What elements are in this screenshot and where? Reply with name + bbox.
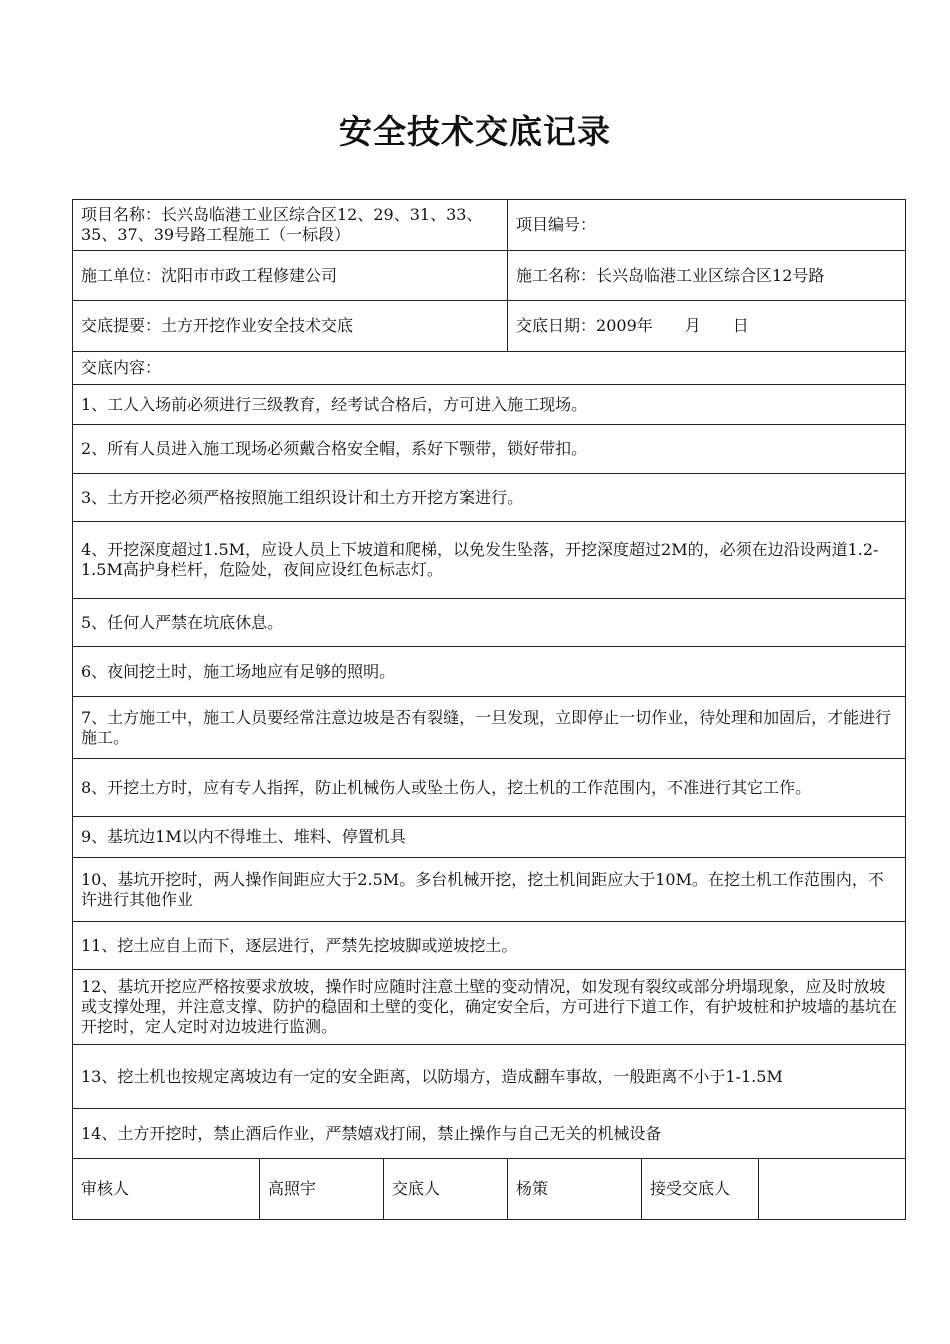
item-1: 1、工人入场前必须进行三级教育，经考试合格后，方可进入施工现场。	[73, 385, 906, 425]
presenter-value: 杨策	[508, 1159, 642, 1220]
item-10: 10、基坑开挖时，两人操作间距应大于2.5M。多台机械开挖，挖土机间距应大于10M。在挖土机工作范围内，不许进行其他作业	[73, 858, 906, 922]
list-item	[73, 647, 906, 697]
record-table	[72, 199, 906, 1220]
header-row-summary	[73, 301, 906, 352]
project-number-cell: 项目编号：	[508, 200, 906, 251]
summary-cell: 交底提要：土方开挖作业安全技术交底	[73, 301, 508, 352]
header-row-project	[73, 200, 906, 251]
list-item	[73, 858, 906, 922]
item-2: 2、所有人员进入施工现场必须戴合格安全帽，系好下颚带，锁好带扣。	[73, 425, 906, 474]
item-6: 6、夜间挖土时，施工场地应有足够的照明。	[73, 647, 906, 697]
content-label: 交底内容：	[73, 352, 906, 385]
item-8: 8、开挖土方时，应有专人指挥，防止机械伤人或坠土伤人，挖土机的工作范围内，不准进行其它工作。	[73, 759, 906, 817]
item-9: 9、基坑边1M以内不得堆土、堆料、停置机具	[73, 817, 906, 858]
receiver-value	[759, 1159, 906, 1220]
construction-name-cell: 施工名称：长兴岛临港工业区综合区12号路	[508, 251, 906, 301]
header-row-unit	[73, 251, 906, 301]
item-4: 4、开挖深度超过1.5M，应设人员上下坡道和爬梯，以免发生坠落，开挖深度超过2M的，必须在边沿设两道1.2-1.5M高护身栏杆，危险处，夜间应设红色标志灯。	[73, 522, 906, 599]
content-label-row	[73, 352, 906, 385]
project-name-cell: 项目名称：长兴岛临港工业区综合区12、29、31、33、35、37、39号路工程施工（一标段）	[73, 200, 508, 251]
list-item	[73, 1045, 906, 1109]
reviewer-label: 审核人	[73, 1159, 260, 1220]
list-item	[73, 1109, 906, 1159]
construction-unit-cell: 施工单位：沈阳市市政工程修建公司	[73, 251, 508, 301]
list-item	[73, 817, 906, 858]
page-title: 安全技术交底记录	[339, 112, 611, 151]
list-item	[73, 425, 906, 474]
list-item	[73, 522, 906, 599]
item-11: 11、挖土应自上而下，逐层进行，严禁先挖坡脚或逆坡挖土。	[73, 922, 906, 970]
list-item	[73, 759, 906, 817]
list-item	[73, 599, 906, 647]
list-item	[73, 922, 906, 970]
date-cell: 交底日期：2009年 月 日	[508, 301, 906, 352]
item-7: 7、土方施工中，施工人员要经常注意边坡是否有裂缝，一旦发现，立即停止一切作业，待处理和加固后，才能进行施工。	[73, 697, 906, 759]
presenter-label: 交底人	[384, 1159, 508, 1220]
item-13: 13、挖土机也按规定离坡边有一定的安全距离，以防塌方，造成翻车事故，一般距离不小于1-1.5M	[73, 1045, 906, 1109]
item-3: 3、土方开挖必须严格按照施工组织设计和土方开挖方案进行。	[73, 474, 906, 522]
item-14: 14、土方开挖时，禁止酒后作业，严禁嬉戏打闹，禁止操作与自己无关的机械设备	[73, 1109, 906, 1159]
reviewer-value: 高照宇	[260, 1159, 384, 1220]
receiver-label: 接受交底人	[642, 1159, 759, 1220]
item-5: 5、任何人严禁在坑底休息。	[73, 599, 906, 647]
list-item	[73, 697, 906, 759]
signature-row	[73, 1159, 906, 1220]
list-item	[73, 385, 906, 425]
list-item	[73, 474, 906, 522]
item-12: 12、基坑开挖应严格按要求放坡，操作时应随时注意土壁的变动情况，如发现有裂纹或部分坍塌现象，应及时放坡或支撑处理，并注意支撑、防护的稳固和土壁的变化，确定安全后，方可进行下道工作，有护坡桩和护坡墙的基坑在开挖时，定人定时对边坡进行监测。	[73, 970, 906, 1045]
list-item	[73, 970, 906, 1045]
